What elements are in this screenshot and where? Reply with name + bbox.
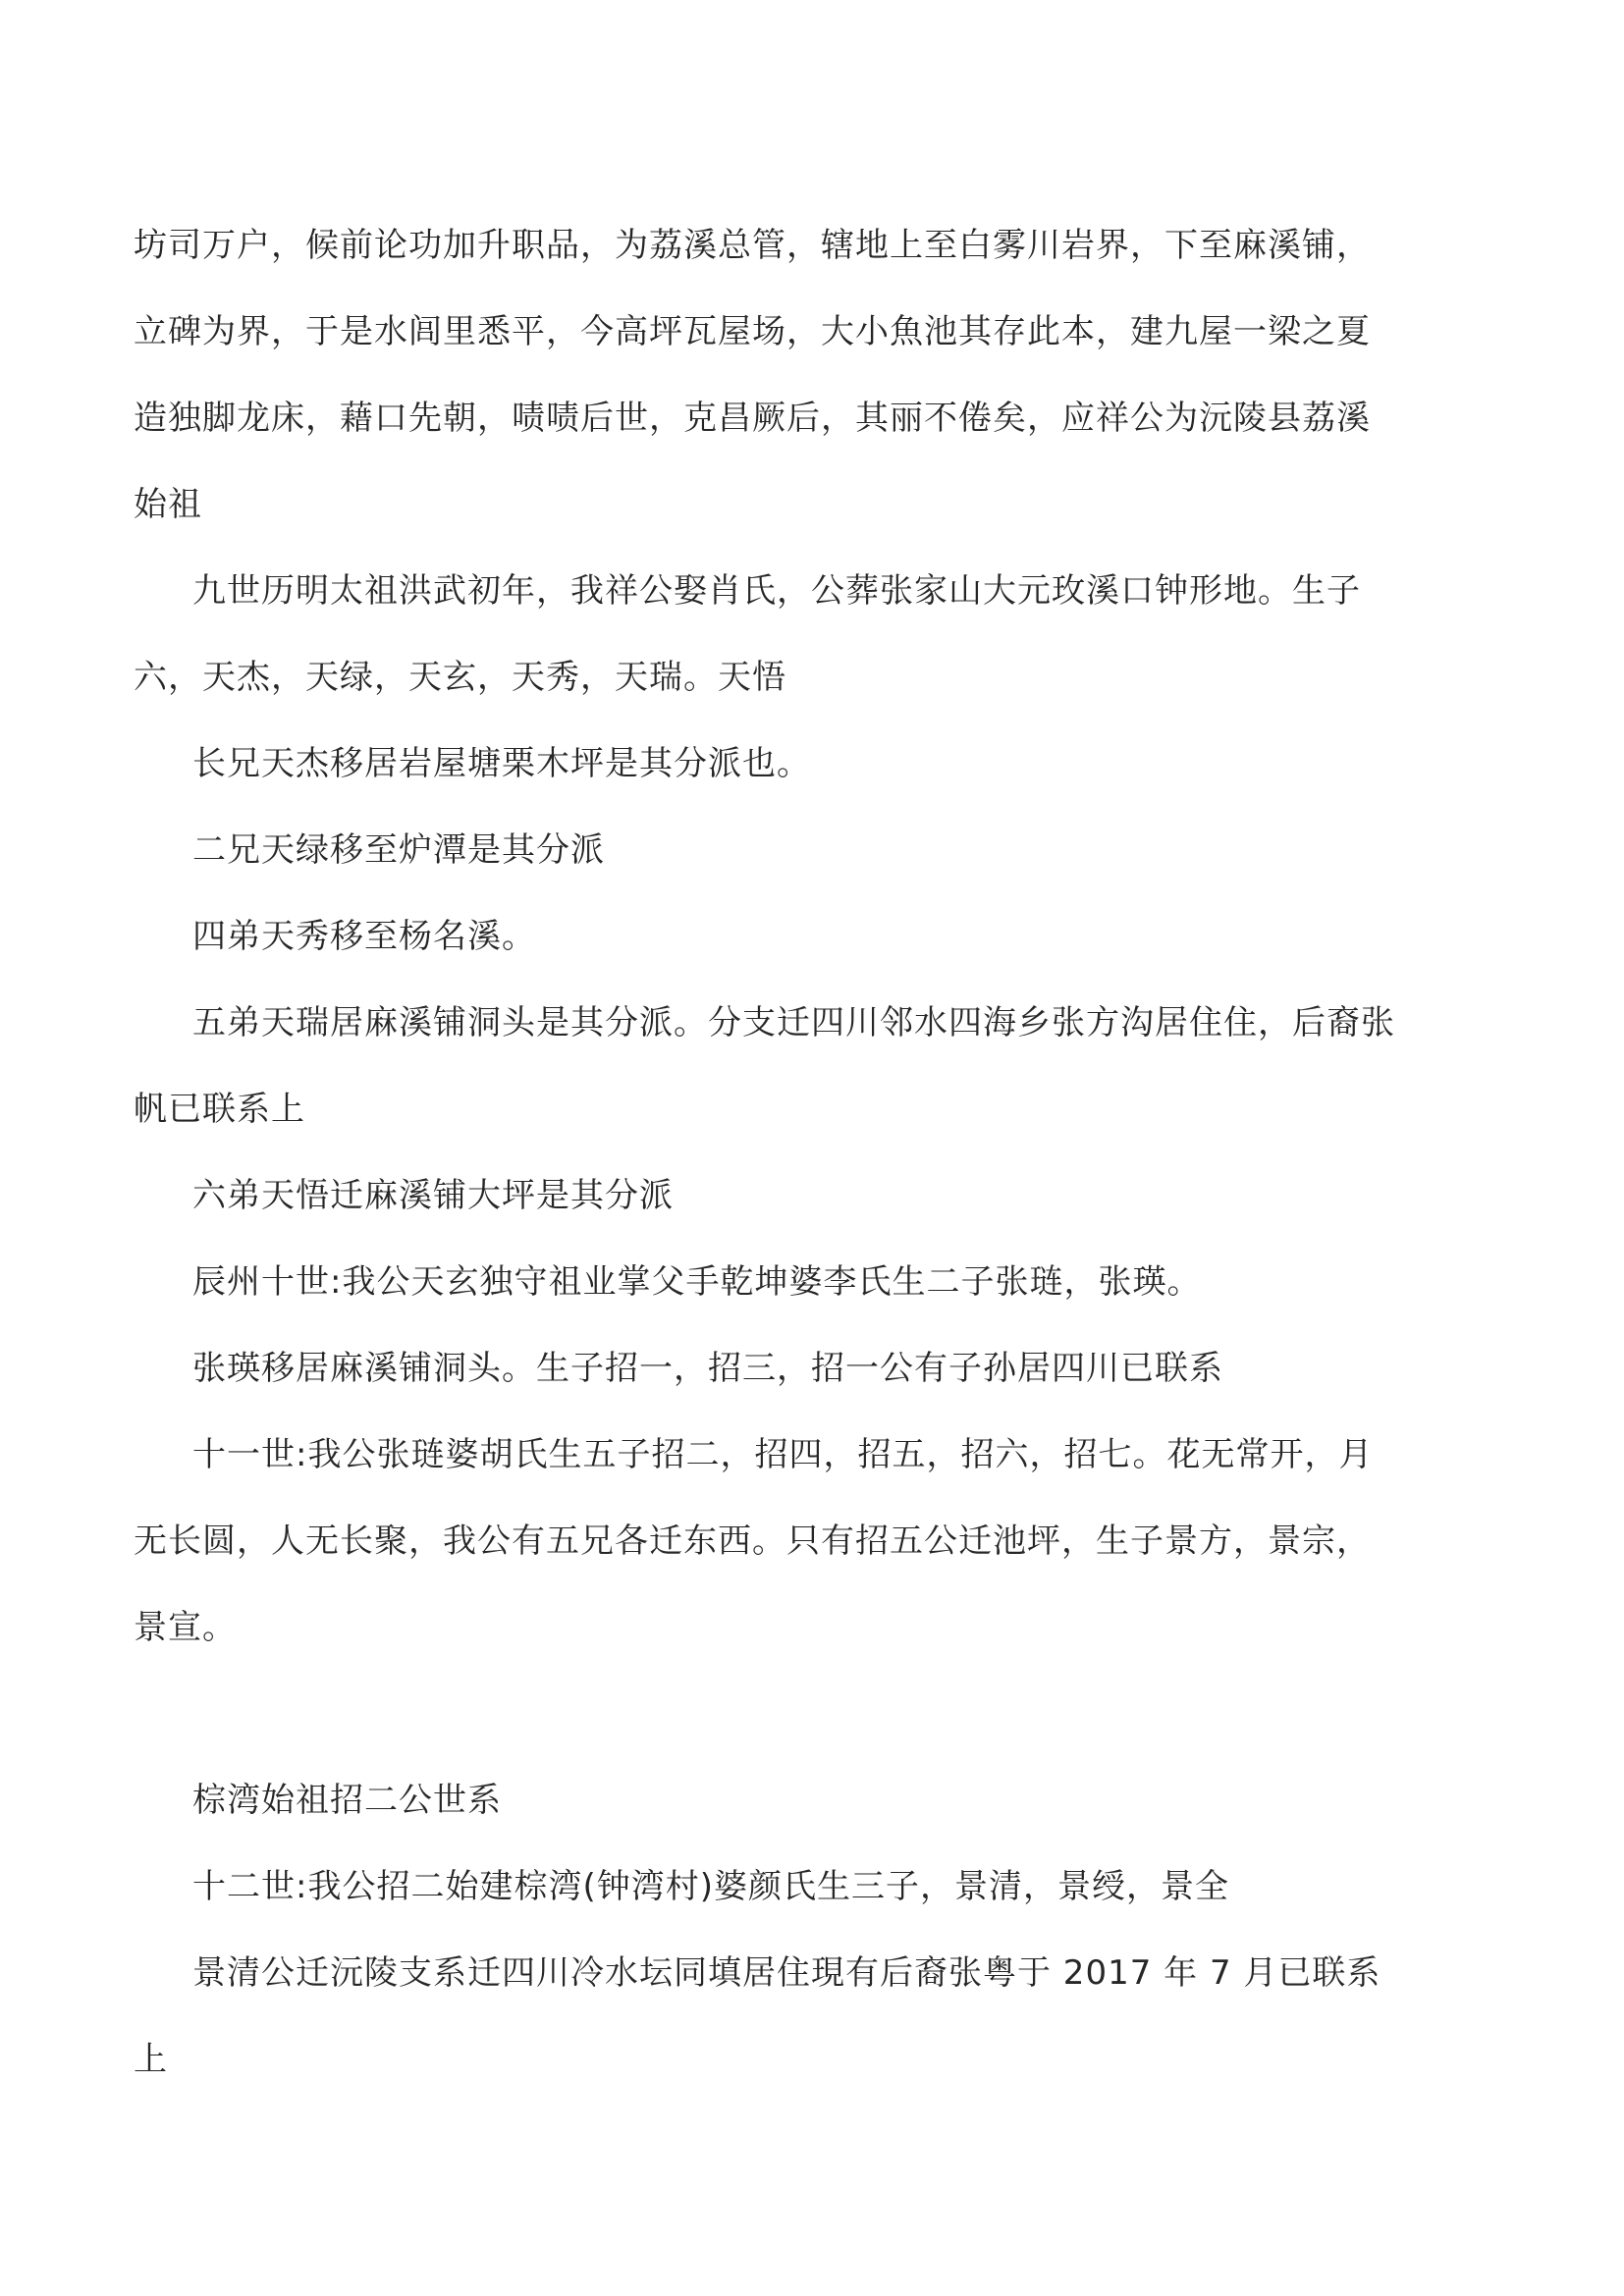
paragraph-continuation: 坊司万户，候前论功加升职品，为荔溪总管，辖地上至白雾川岩界，下至麻溪铺，立碑为界，于是水闾里悉平，今高坪瓦屋场，大小魚池其存此本，建九屋一梁之夏造独脚龙床，藉口先朝，啧啧后世，克昌厥后，其丽不倦矣，应祥公为沅陵县荔溪始祖	[134, 226, 1371, 524]
section-gap	[134, 1671, 1395, 1757]
paragraph-tenth-generation: 辰州十世:我公天玄独守祖业掌父手乾坤婆李氏生二子张琏，张瑛。	[192, 1262, 1202, 1302]
document-body	[134, 202, 1395, 2103]
paragraph-sixth-brother: 六弟天悟迁麻溪铺大坪是其分派	[192, 1176, 674, 1215]
paragraph-twelfth-generation: 十二世:我公招二始建棕湾(钟湾村)婆颜氏生三子，景清，景绶，景全	[192, 1867, 1229, 1906]
paragraph-eldest-brother: 长兄天杰移居岩屋塘栗木坪是其分派也。	[192, 744, 811, 783]
paragraph-jingqing: 景清公迁沅陵支系迁四川冷水坛同填居住現有后裔张粤于 2017 年 7 月已联系上	[134, 1953, 1381, 2079]
paragraph-fourth-brother: 四弟天秀移至杨名溪。	[192, 917, 536, 956]
paragraph-zhang-ying: 张瑛移居麻溪铺洞头。生子招一，招三，招一公有子孙居四川已联系	[192, 1349, 1223, 1388]
paragraph-eleventh-generation: 十一世:我公张琏婆胡氏生五子招二，招四，招五，招六，招七。花无常开，月无长圆，人无长聚，我公有五兄各迁东西。只有招五公迁池坪，生子景方，景宗，景宣。	[134, 1435, 1374, 1647]
paragraph-second-brother: 二兄天绿移至炉潭是其分派	[192, 830, 605, 870]
paragraph-fifth-brother: 五弟天瑞居麻溪铺洞头是其分派。分支迁四川邻水四海乡张方沟居住住，后裔张帆已联系上	[134, 1003, 1395, 1129]
section-heading: 棕湾始祖招二公世系	[192, 1781, 502, 1820]
paragraph-ninth-generation: 九世历明太祖洪武初年，我祥公娶肖氏，公葬张家山大元玫溪口钟形地。生子六，天杰，天绿，天玄，天秀，天瑞。天悟	[134, 571, 1361, 697]
